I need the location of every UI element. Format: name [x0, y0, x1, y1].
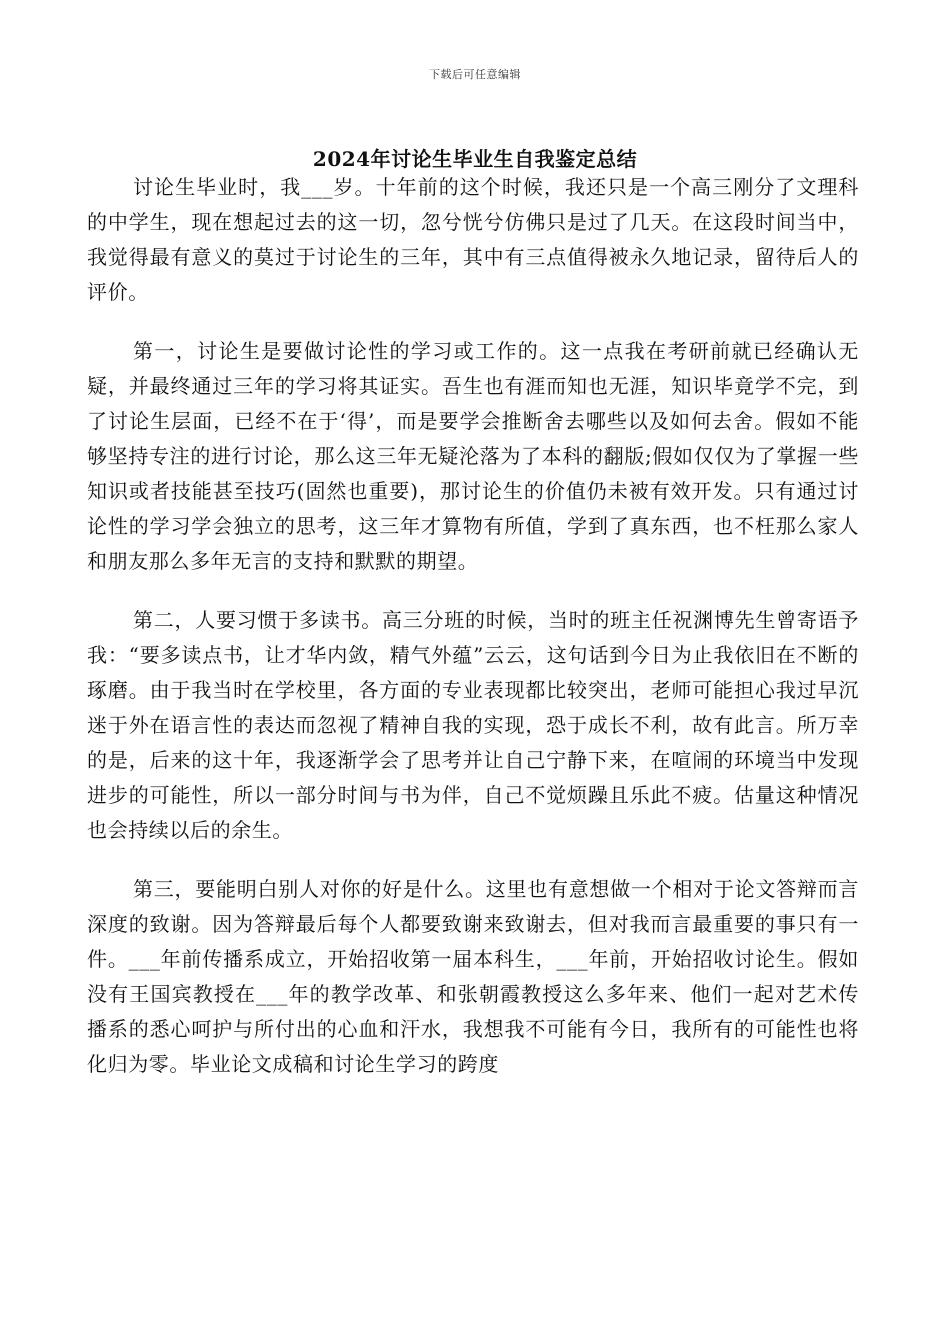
- paragraph-third-point: 第三，要能明白别人对你的好是什么。这里也有意想做一个相对于论文答辩而言深度的致谢。因为答辩最后每个人都要致谢来致谢去，但对我而言最重要的事只有一件。___年前传播系成立，开始招收第一届本科生，___年前，开始招收讨论生。假如没有王国宾教授在___年的教学改革、和张朝霞教授这么多年来、他们一起对艺术传播系的悉心呵护与所付出的心血和汗水，我想我不可能有今日，我所有的可能性也将化归为零。毕业论文成稿和讨论生学习的跨度: [87, 877, 859, 1076]
- paragraph-intro: 讨论生毕业时，我___岁。十年前的这个时候，我还只是一个高三刚分了文理科的中学生，现在想起过去的这一切，忽兮恍兮仿佛只是过了几天。在这段时间当中，我觉得最有意义的莫过于讨论生的三年，其中有三点值得被永久地记录，留待后人的评价。: [87, 175, 859, 304]
- paragraph-second-point: 第二，人要习惯于多读书。高三分班的时候，当时的班主任祝渊博先生曾寄语予我：“要多读点书，让才华内敛，精气外蕴”云云，这句话到今日为止我依旧在不断的琢磨。由于我当时在学校里，各方面的专业表现都比较突出，老师可能担心我过早沉迷于外在语言性的表达而忽视了精神自我的实现，恐于成长不利，故有此言。所万幸的是，后来的这十年，我逐渐学会了思考并让自己宁静下来，在喧闹的环境当中发现进步的可能性，所以一部分时间与书为伴，自己不觉烦躁且乐此不疲。估量这种情况也会持续以后的余生。: [87, 608, 859, 842]
- document-body: [87, 170, 859, 1106]
- paragraph-first-point: 第一，讨论生是要做讨论性的学习或工作的。这一点我在考研前就已经确认无疑，并最终通过三年的学习将其证实。吾生也有涯而知也无涯，知识毕竟学不完，到了讨论生层面，已经不在于‘得’，而是要学会推断舍去哪些以及如何去舍。假如不能够坚持专注的进行讨论，那么这三年无疑沦落为了本科的翻版;假如仅仅为了掌握一些知识或者技能甚至技巧(固然也重要)，那讨论生的价值仍未被有效开发。只有通过讨论性的学习学会独立的思考，这三年才算物有所值，学到了真东西，也不枉那么家人和朋友那么多年无言的支持和默默的期望。: [87, 339, 859, 573]
- document-title: 2024年讨论生毕业生自我鉴定总结: [312, 147, 638, 171]
- header-note: 下载后可任意编辑: [429, 68, 521, 81]
